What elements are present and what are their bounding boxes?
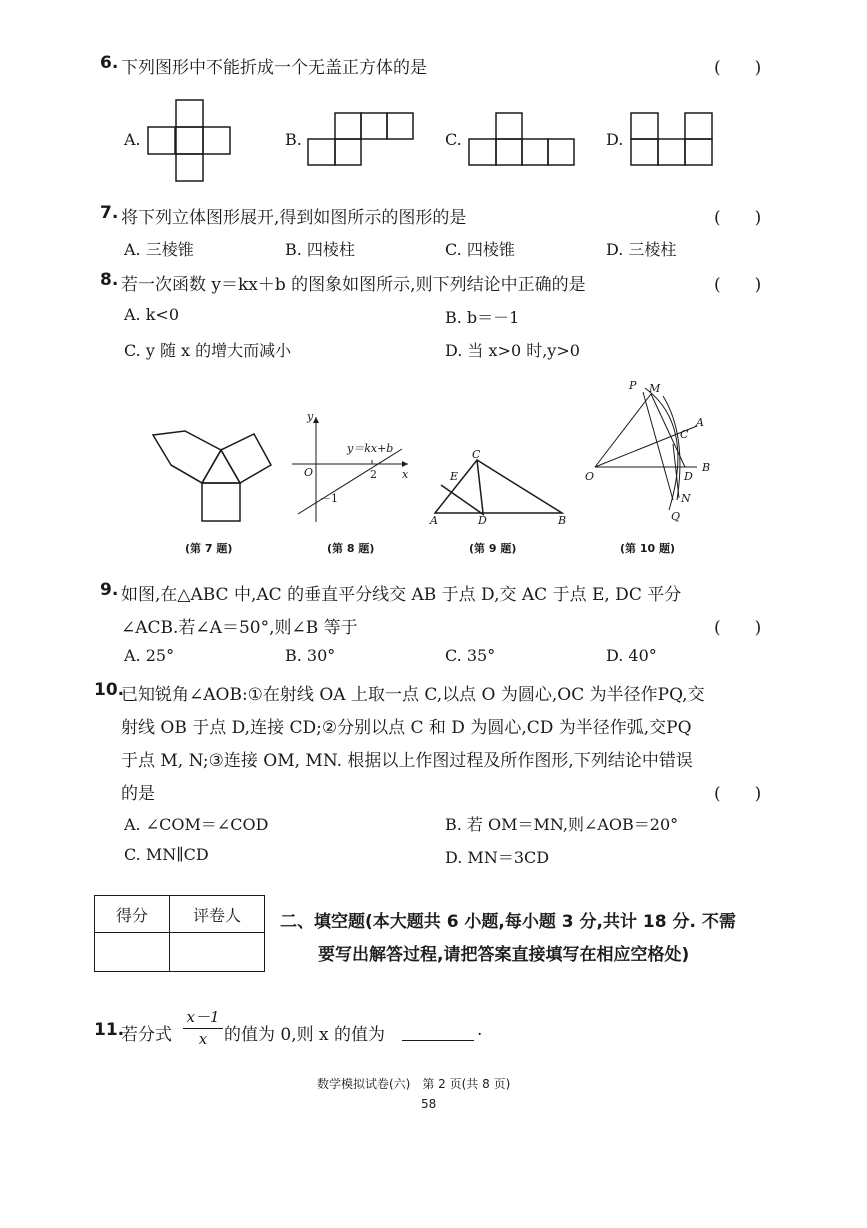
- fig9-triangle: [427, 447, 572, 527]
- q10-option-a: A. ∠COM＝∠COD: [124, 815, 269, 834]
- fig10-label-n: N: [681, 492, 691, 505]
- q10-line1: 已知锐角∠AOB:①在射线 OA 上取一点 C,以点 O 为圆心,OC 为半径作PQ,交: [121, 685, 705, 705]
- q6-option-a-label: A.: [124, 130, 141, 149]
- q9-option-a: A. 25°: [124, 646, 175, 665]
- q10-number: 10.: [94, 680, 125, 700]
- q10-option-b: B. 若 OM＝MN,则∠AOB＝20°: [445, 815, 679, 834]
- fig8-tick-neg1: －1: [320, 492, 338, 505]
- q11-suffix: 的值为 0,则 x 的值为: [224, 1025, 386, 1045]
- fig9-label-d: D: [478, 514, 487, 527]
- fig8-x-axis-label: x: [402, 468, 409, 481]
- fig9-label-c: C: [472, 448, 481, 461]
- q11-number: 11.: [94, 1020, 125, 1040]
- page-number: 58: [421, 1097, 437, 1111]
- q10-option-d: D. MN＝3CD: [445, 848, 550, 867]
- q10-line3: 于点 M, N;③连接 OM, MN. 根据以上作图过程及所作图形,下列结论中错误: [121, 751, 693, 771]
- fig8-tick-2: 2: [370, 468, 377, 481]
- q7-option-c: C. 四棱锥: [445, 240, 515, 259]
- fig7-prism-net: [150, 425, 275, 525]
- fig10-label-m: M: [649, 382, 661, 395]
- fig9-label-e: E: [450, 470, 459, 483]
- q9-line2: ∠ACB.若∠A＝50°,则∠B 等于: [121, 618, 358, 638]
- q6-answer-paren: ( ): [714, 58, 762, 78]
- fig8-linear-graph: [290, 412, 420, 527]
- q8-option-a: A. k<0: [124, 305, 180, 324]
- q9-option-d: D. 40°: [606, 646, 657, 665]
- q8-number: 8.: [100, 270, 119, 290]
- fig8-y-axis-label: y: [307, 410, 314, 423]
- q6-net-d: [631, 113, 713, 165]
- q10-option-c: C. MN∥CD: [124, 845, 209, 864]
- q8-option-b: B. b＝－1: [445, 308, 520, 327]
- fig9-caption: (第 9 题): [469, 542, 517, 555]
- q6-option-c-label: C.: [445, 130, 462, 149]
- fig9-label-a: A: [430, 514, 438, 527]
- q7-option-d: D. 三棱柱: [606, 240, 677, 259]
- section2-heading-line2: 要写出解答过程,请把答案直接填写在相应空格处): [318, 945, 690, 965]
- q6-text: 下列图形中不能折成一个无盖正方体的是: [121, 58, 427, 78]
- fig10-label-b: B: [702, 461, 711, 474]
- q7-text: 将下列立体图形展开,得到如图所示的图形的是: [121, 208, 467, 228]
- q11-denominator: x: [198, 1030, 208, 1048]
- grader-cell: [170, 933, 265, 972]
- fig10-caption: (第 10 题): [620, 542, 676, 555]
- fig10-label-d: D: [684, 470, 693, 483]
- q8-answer-paren: ( ): [714, 275, 762, 295]
- fig10-label-o: O: [585, 470, 595, 483]
- fig10-construction: [585, 380, 715, 525]
- q11-answer-blank[interactable]: [402, 1026, 474, 1041]
- q8-option-c: C. y 随 x 的增大而减小: [124, 341, 292, 360]
- q9-line1: 如图,在△ABC 中,AC 的垂直平分线交 AB 于点 D,交 AC 于点 E, DC 平分: [121, 585, 682, 605]
- q11-fraction: [183, 1006, 223, 1048]
- q7-answer-paren: ( ): [714, 208, 762, 228]
- footer-title: 数学模拟试卷(六) 第 2 页(共 8 页): [317, 1077, 511, 1091]
- q9-option-b: B. 30°: [285, 646, 336, 665]
- grader-header: 评卷人: [170, 896, 265, 933]
- fig10-label-a: A: [696, 416, 704, 429]
- q10-line2: 射线 OB 于点 D,连接 CD;②分别以点 C 和 D 为圆心,CD 为半径作弧,交PQ: [121, 718, 692, 738]
- q6-option-b-label: B.: [285, 130, 302, 149]
- section2-heading-line1: 二、填空题(本大题共 6 小题,每小题 3 分,共计 18 分. 不需: [280, 912, 736, 932]
- q11-period: .: [477, 1020, 483, 1040]
- q6-net-c: [469, 113, 577, 165]
- q10-answer-paren: ( ): [714, 784, 762, 804]
- q11-fraction-bar: [183, 1028, 223, 1029]
- fig8-function-label: y＝kx+b: [347, 442, 394, 455]
- fig10-label-c: C: [680, 428, 689, 441]
- q7-option-b: B. 四棱柱: [285, 240, 355, 259]
- q10-line4: 的是: [121, 784, 155, 804]
- fig8-caption: (第 8 题): [327, 542, 375, 555]
- q7-number: 7.: [100, 203, 119, 223]
- q6-option-d-label: D.: [606, 130, 624, 149]
- q11-numerator: x－1: [186, 1008, 220, 1026]
- q9-number: 9.: [100, 580, 119, 600]
- q11-prefix: 若分式: [121, 1025, 172, 1045]
- q7-option-a: A. 三棱锥: [124, 240, 194, 259]
- q9-answer-paren: ( ): [714, 618, 762, 638]
- fig9-label-b: B: [558, 514, 567, 527]
- fig10-label-p: P: [629, 379, 637, 392]
- q6-number: 6.: [100, 53, 119, 73]
- q9-option-c: C. 35°: [445, 646, 496, 665]
- fig8-origin-label: O: [304, 466, 314, 479]
- fig7-caption: (第 7 题): [185, 542, 233, 555]
- score-cell: [95, 933, 170, 972]
- fig10-label-q: Q: [671, 510, 681, 523]
- score-table: [94, 895, 265, 972]
- q6-net-a: [148, 100, 230, 182]
- q8-option-d: D. 当 x>0 时,y>0: [445, 341, 580, 360]
- q6-net-b: [308, 113, 416, 165]
- score-header: 得分: [95, 896, 170, 933]
- q8-text: 若一次函数 y＝kx＋b 的图象如图所示,则下列结论中正确的是: [121, 275, 586, 295]
